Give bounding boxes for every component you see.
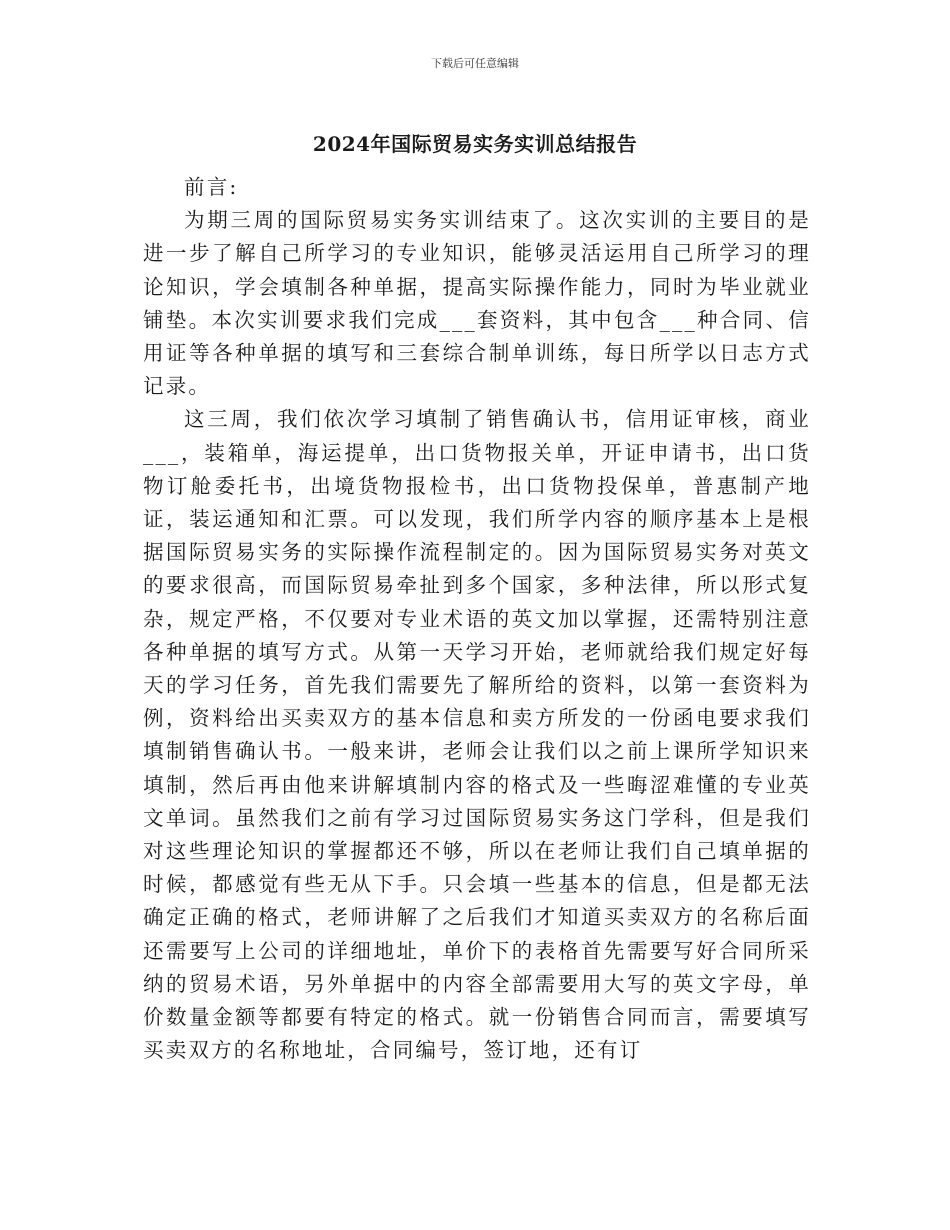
paragraph: 这三周，我们依次学习填制了销售确认书，信用证审核，商业___，装箱单，海运提单，出口货物报关单，开证申请书，出口货物订舱委托书，出境货物报检书，出口货物投保单，普惠制产地证，装运通知和汇票。可以发现，我们所学内容的顺序基本上是根据国际贸易实务的实际操作流程制定的。因为国际贸易实务对英文的要求很高，而国际贸易牵扯到多个国家，多种法律，所以形式复杂，规定严格，不仅要对专业术语的英文加以掌握，还需特别注意各种单据的填写方式。从第一天学习开始，老师就给我们规定好每天的学习任务，首先我们需要先了解所给的资料，以第一套资料为例，资料给出买卖双方的基本信息和卖方所发的一份函电要求我们填制销售确认书。一般来讲，老师会让我们以之前上课所学知识来填制，然后再由他来讲解填制内容的格式及一些晦涩难懂的专业英文单词。虽然我们之前有学习过国际贸易实务这门学科，但是我们对这些理论知识的掌握都还不够，所以在老师让我们自己填单据的时候，都感觉有些无从下手。只会填一些基本的信息，但是都无法确定正确的格式，老师讲解了之后我们才知道买卖双方的名称后面还需要写上公司的详细地址，单价下的表格首先需要写好合同所采纳的贸易术语，另外单据中的内容全部需要用大写的英文字母，单价数量金额等都要有特定的格式。就一份销售合同而言，需要填写买卖双方的名称地址，合同编号，签订地，还有订 [143,407,811,1063]
document-title: 2024年国际贸易实务实训总结报告 [312,132,638,156]
document-body [143,171,811,1067]
paragraph: 为期三周的国际贸易实务实训结束了。这次实训的主要目的是进一步了解自己所学习的专业知识，能够灵活运用自己所学习的理论知识，学会填制各种单据，提高实际操作能力，同时为毕业就业铺垫。本次实训要求我们完成___套资料，其中包含___种合同、信用证等各种单据的填写和三套综合制单训练，每日所学以日志方式记录。 [143,208,811,399]
page-header-note: 下载后可任意编辑 [431,57,519,70]
preface-label: 前言: [184,175,239,199]
